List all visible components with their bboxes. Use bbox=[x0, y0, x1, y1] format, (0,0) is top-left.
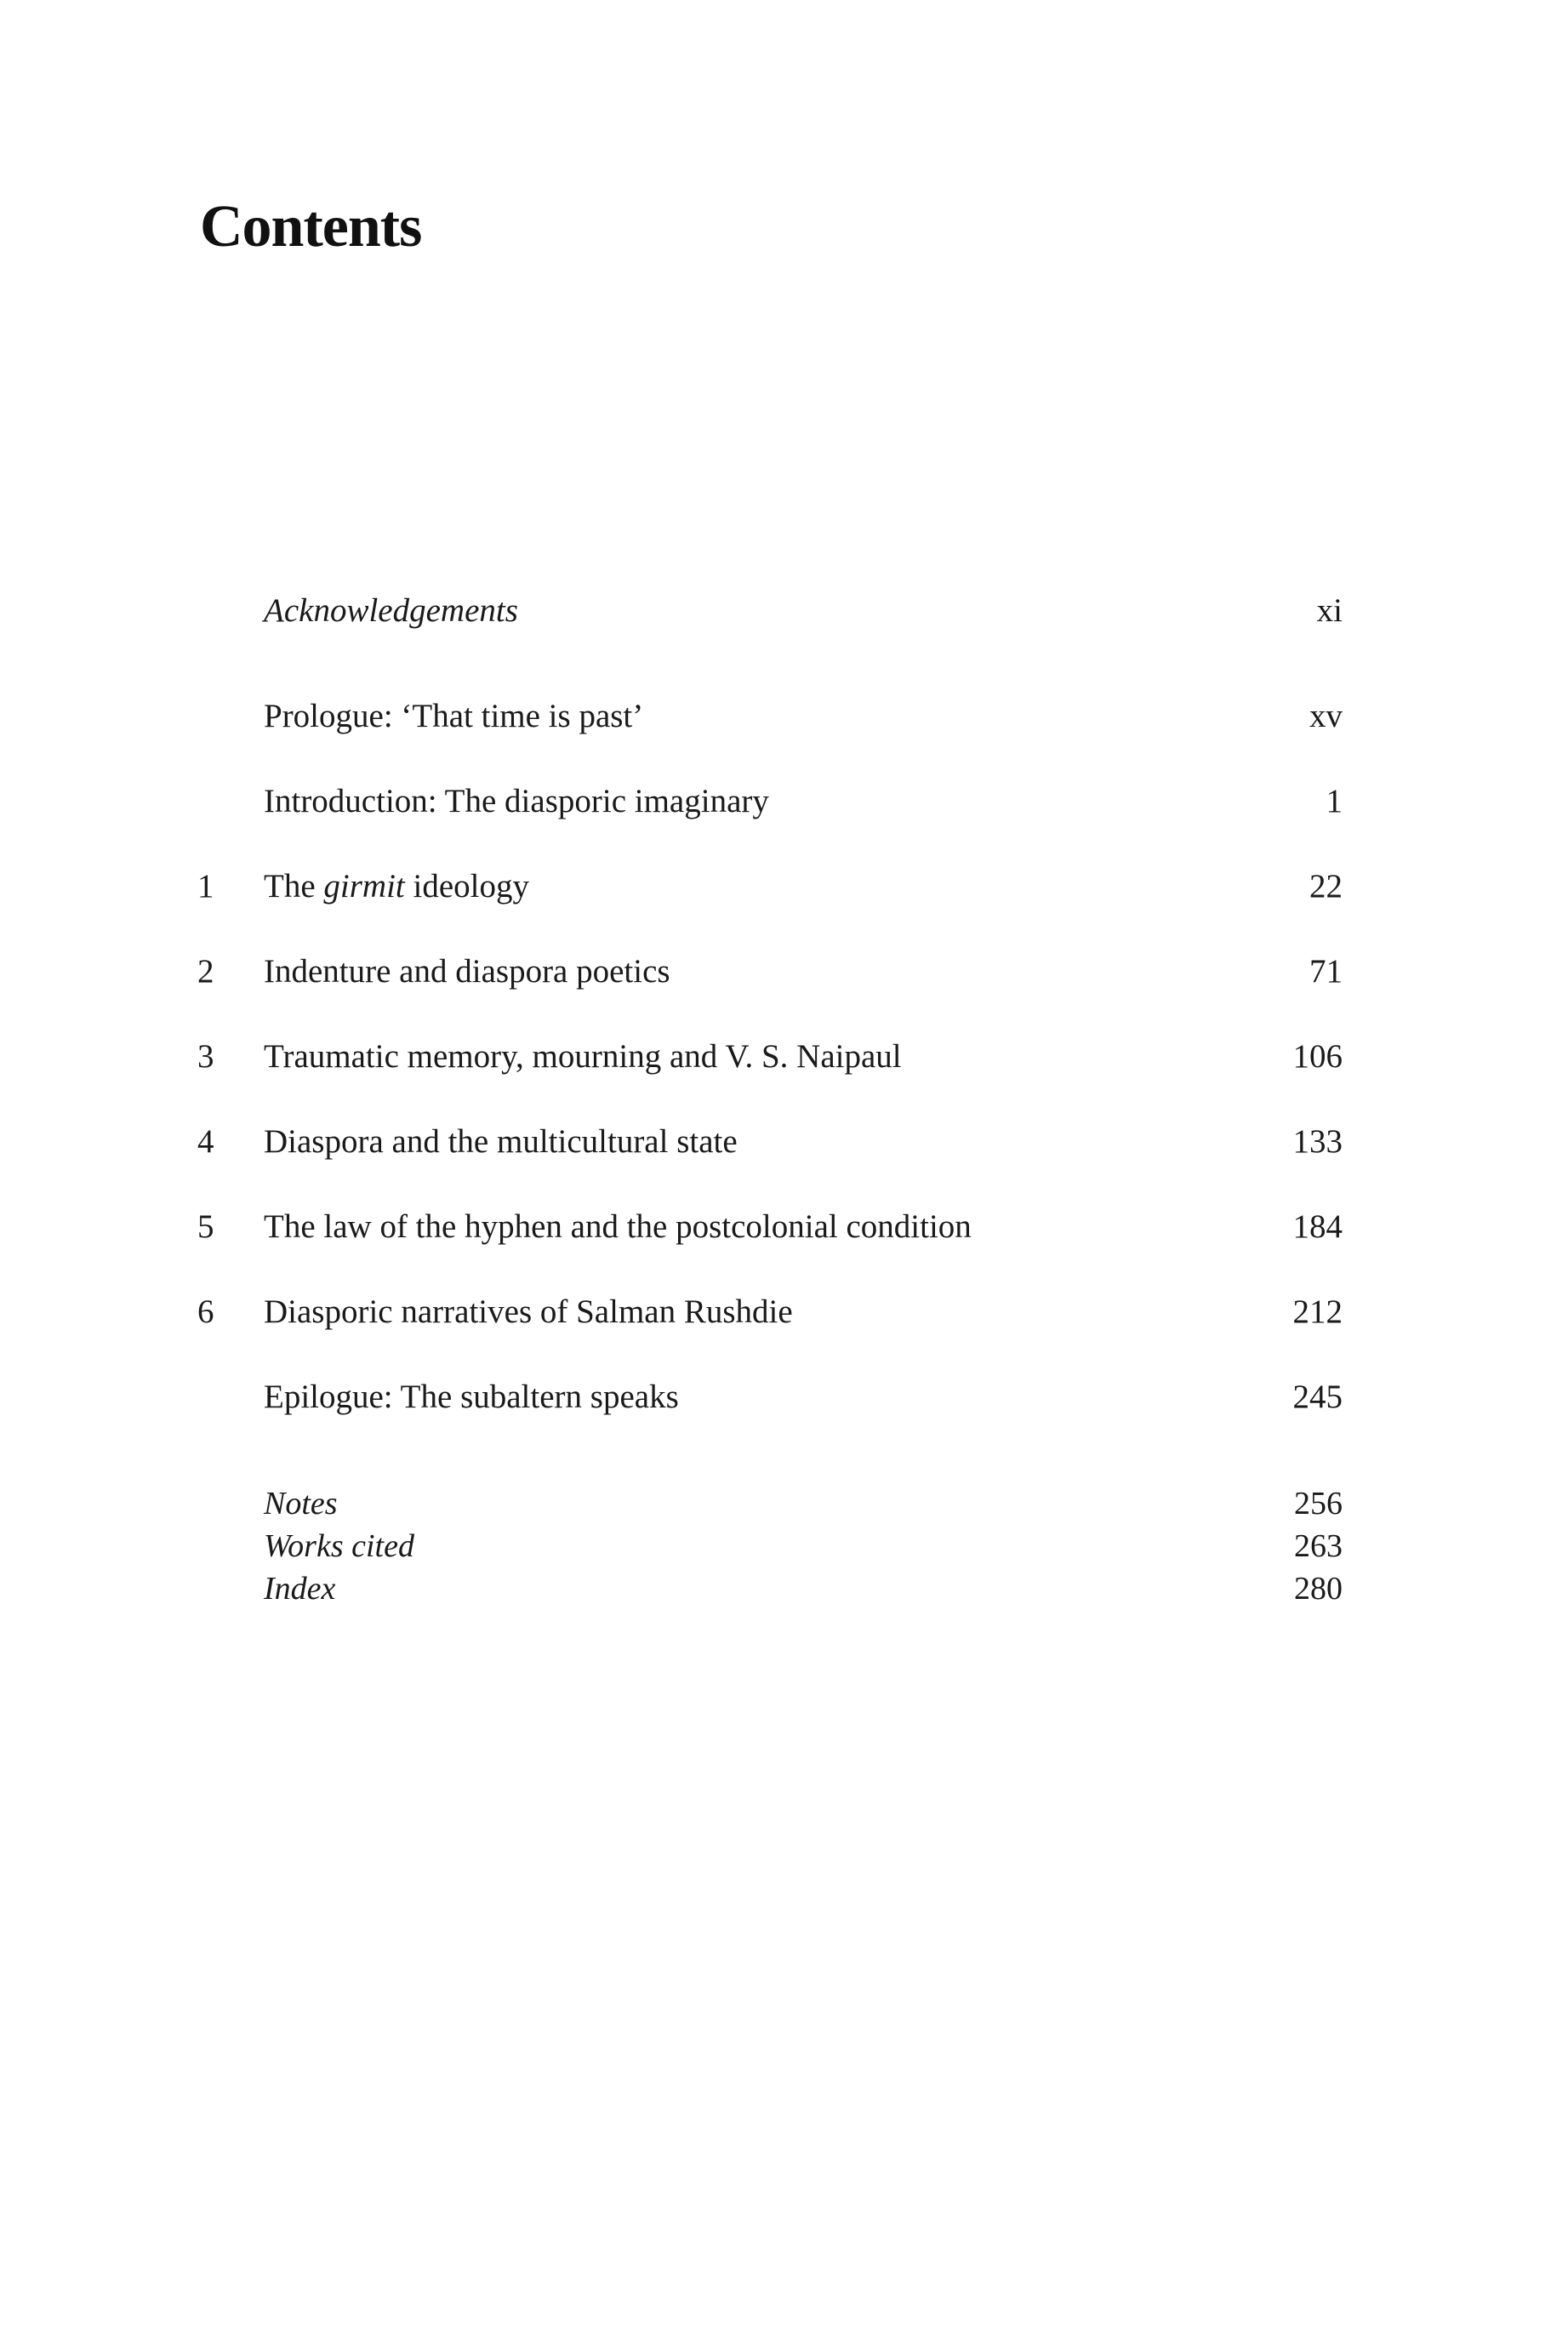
toc-entry-title: Index bbox=[264, 1571, 336, 1607]
toc-entry-page: 245 bbox=[1292, 1379, 1343, 1415]
toc-entry-page: xv bbox=[1309, 698, 1343, 734]
toc-entry-title: Epilogue: The subaltern speaks bbox=[264, 1379, 679, 1415]
toc-entry-chapter-5[interactable] bbox=[0, 1202, 1568, 1253]
toc-entry-chapter-6[interactable] bbox=[0, 1287, 1568, 1338]
toc-entry-title: Works cited bbox=[264, 1528, 414, 1564]
toc-entry-title: Notes bbox=[264, 1486, 338, 1521]
toc-entry-introduction[interactable] bbox=[0, 776, 1568, 827]
toc-entry-epilogue[interactable] bbox=[0, 1372, 1568, 1423]
toc-entry-acknowledgements[interactable] bbox=[0, 585, 1568, 637]
toc-entry-number: 2 bbox=[197, 953, 214, 990]
toc-entry-page: xi bbox=[1316, 592, 1343, 629]
toc-entry-page: 1 bbox=[1326, 783, 1343, 819]
toc-entry-page: 263 bbox=[1294, 1528, 1343, 1564]
toc-entry-page: 256 bbox=[1294, 1486, 1343, 1521]
toc-title-part: The bbox=[264, 868, 324, 905]
toc-entry-chapter-4[interactable] bbox=[0, 1116, 1568, 1167]
page-title: Contents bbox=[200, 194, 422, 260]
toc-entry-prologue[interactable] bbox=[0, 691, 1568, 742]
toc-entry-title: Acknowledgements bbox=[264, 592, 518, 629]
toc-entry-page: 106 bbox=[1292, 1038, 1343, 1075]
toc-entry-number: 1 bbox=[197, 868, 214, 905]
toc-entry-title bbox=[264, 861, 529, 912]
toc-entry-number: 3 bbox=[197, 1038, 214, 1075]
toc-entry-page: 71 bbox=[1309, 953, 1343, 990]
toc-entry-notes[interactable] bbox=[0, 1482, 1568, 1525]
toc-entry-page: 133 bbox=[1292, 1123, 1343, 1160]
toc-entry-title: Diaspora and the multicultural state bbox=[264, 1123, 738, 1160]
toc-entry-page: 184 bbox=[1292, 1208, 1343, 1245]
toc-entry-page: 280 bbox=[1294, 1571, 1343, 1607]
toc-entry-works-cited[interactable] bbox=[0, 1525, 1568, 1567]
toc-entry-number: 5 bbox=[197, 1208, 214, 1245]
toc-entry-index[interactable] bbox=[0, 1567, 1568, 1610]
toc-title-part: ideology bbox=[404, 868, 529, 905]
toc-entry-page: 212 bbox=[1292, 1293, 1343, 1330]
toc-entry-title: Prologue: ‘That time is past’ bbox=[264, 698, 644, 734]
toc-entry-number: 4 bbox=[197, 1123, 214, 1160]
toc-entry-chapter-2[interactable] bbox=[0, 946, 1568, 997]
toc-entry-title: Traumatic memory, mourning and V. S. Naipaul bbox=[264, 1038, 902, 1075]
toc-entry-number: 6 bbox=[197, 1293, 214, 1330]
toc-title-emphasis: girmit bbox=[323, 868, 405, 905]
toc-entry-title: Indenture and diaspora poetics bbox=[264, 953, 670, 990]
toc-entry-page: 22 bbox=[1309, 868, 1343, 905]
toc-entry-title: Diasporic narratives of Salman Rushdie bbox=[264, 1293, 793, 1330]
toc-entry-title: Introduction: The diasporic imaginary bbox=[264, 783, 769, 819]
toc-entry-chapter-3[interactable] bbox=[0, 1031, 1568, 1082]
toc-entry-title: The law of the hyphen and the postcolonial condition bbox=[264, 1208, 972, 1245]
toc-entry-chapter-1[interactable] bbox=[0, 861, 1568, 912]
